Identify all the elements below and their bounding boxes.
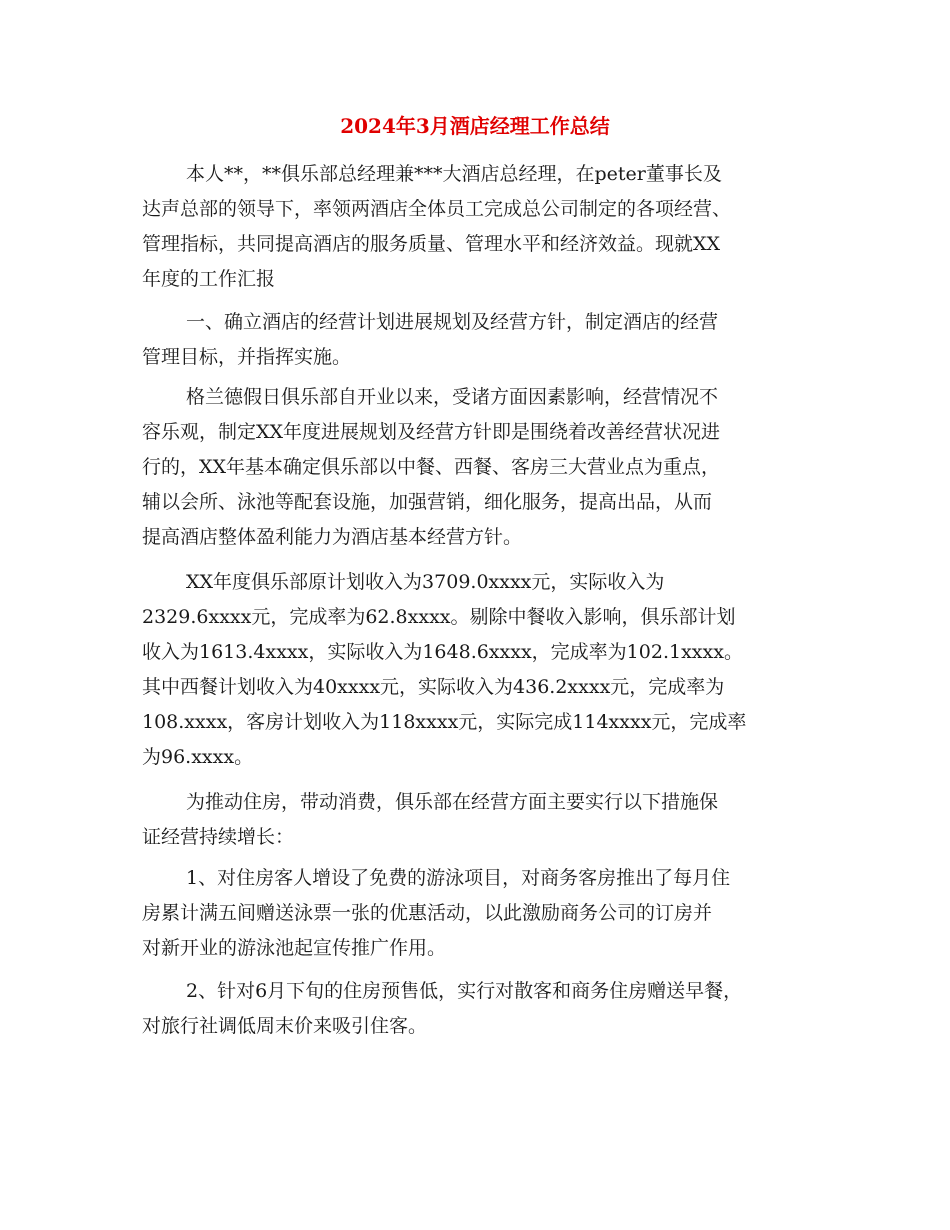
body-line: 本人**，**俱乐部总经理兼***大酒店总经理，在peter董事长及 bbox=[186, 163, 722, 185]
body-line: 行的，XX年基本确定俱乐部以中餐、西餐、客房三大营业点为重点， bbox=[142, 456, 721, 478]
body-line: 管理目标，并指挥实施。 bbox=[142, 346, 352, 368]
body-line: 108.xxxx，客房计划收入为118xxxx元，实际完成114xxxx元，完成率 bbox=[142, 711, 747, 733]
body-line: 1、对住房客人增设了免费的游泳项目，对商务客房推出了每月住 bbox=[186, 867, 731, 889]
body-line: 容乐观，制定XX年度进展规划及经营方针即是围绕着改善经营状况进 bbox=[142, 421, 721, 443]
body-line: XX年度俱乐部原计划收入为3709.0xxxx元，实际收入为 bbox=[186, 571, 665, 593]
body-line: 其中西餐计划收入为40xxxx元，实际收入为436.2xxxx元，完成率为 bbox=[142, 676, 725, 698]
body-line: 2、针对6月下旬的住房预售低，实行对散客和商务住房赠送早餐， bbox=[186, 980, 743, 1002]
body-line: 2329.6xxxx元，完成率为62.8xxxx。剔除中餐收入影响，俱乐部计划 bbox=[142, 606, 736, 628]
body-line: 管理指标，共同提高酒店的服务质量、管理水平和经济效益。现就XX bbox=[142, 233, 721, 255]
body-line: 收入为1613.4xxxx，实际收入为1648.6xxxx，完成率为102.1xxxx。 bbox=[142, 641, 743, 663]
body-line: 为96.xxxx。 bbox=[142, 746, 254, 768]
document-title: 2024年3月酒店经理工作总结 bbox=[340, 114, 610, 138]
body-line: 对旅行社调低周末价来吸引住客。 bbox=[142, 1015, 428, 1037]
body-line: 对新开业的游泳池起宣传推广作用。 bbox=[142, 937, 447, 959]
body-line: 年度的工作汇报 bbox=[142, 268, 276, 290]
body-line: 提高酒店整体盈利能力为酒店基本经营方针。 bbox=[142, 526, 523, 548]
body-line: 为推动住房，带动消费，俱乐部在经营方面主要实行以下措施保 bbox=[186, 791, 719, 813]
body-line: 格兰德假日俱乐部自开业以来，受诸方面因素影响，经营情况不 bbox=[186, 386, 719, 408]
body-line: 达声总部的领导下，率领两酒店全体员工完成总公司制定的各项经营、 bbox=[142, 198, 732, 220]
body-line: 辅以会所、泳池等配套设施，加强营销，细化服务，提高出品，从而 bbox=[142, 491, 713, 513]
body-line: 一、确立酒店的经营计划进展规划及经营方针，制定酒店的经营 bbox=[186, 311, 719, 333]
body-line: 房累计满五间赠送泳票一张的优惠活动，以此激励商务公司的订房并 bbox=[142, 902, 713, 924]
body-line: 证经营持续增长： bbox=[142, 826, 295, 848]
